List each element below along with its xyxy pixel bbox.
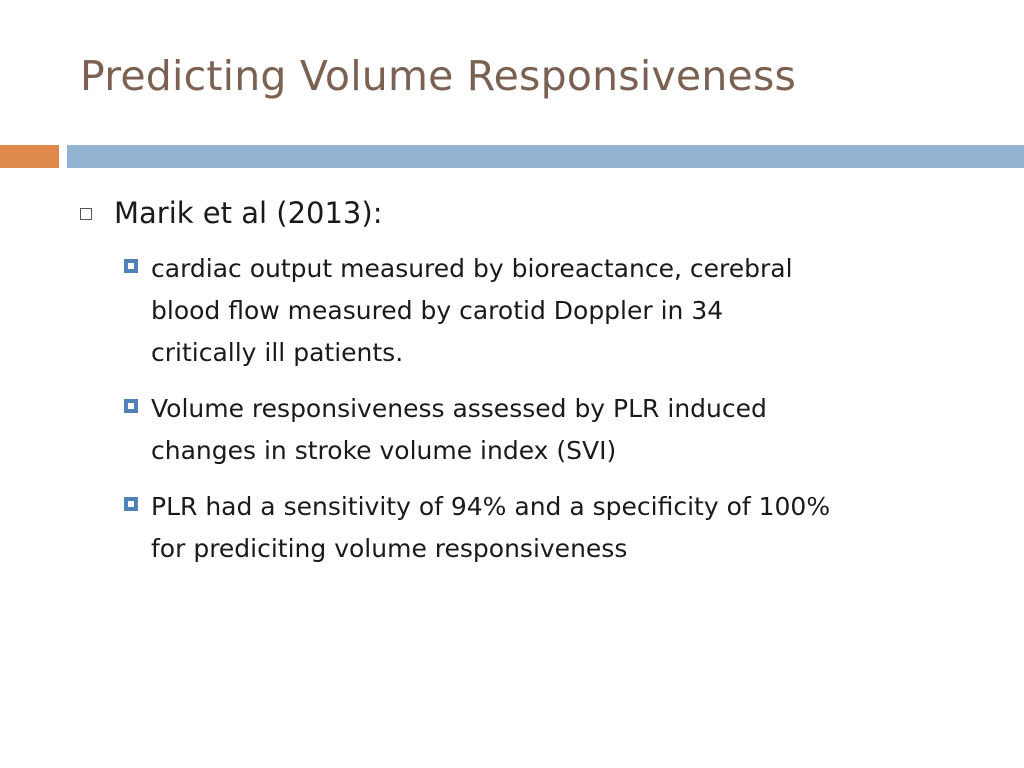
bullet-level-1-text: Marik et al (2013): (114, 196, 383, 230)
filled-square-bullet-icon (124, 259, 138, 273)
sub-bullet-1 (124, 248, 981, 374)
slide-title: Predicting Volume Responsiveness (80, 52, 797, 100)
sub-bullet-3-line-2: for prediciting volume responsiveness (151, 534, 628, 563)
sub-bullet-3-text (151, 486, 981, 570)
sub-bullet-1-line-3: critically ill patients. (151, 338, 404, 367)
sub-bullet-3-line-1: PLR had a sensitivity of 94% and a specificity of 100% (151, 492, 831, 521)
filled-square-bullet-icon (124, 399, 138, 413)
sub-bullet-1-line-2: blood flow measured by carotid Doppler in 34 (151, 296, 724, 325)
hollow-square-bullet-icon (80, 208, 92, 220)
sub-bullet-2 (124, 388, 981, 472)
filled-square-bullet-icon (124, 497, 138, 511)
sub-bullet-3 (124, 486, 981, 570)
accent-bar-orange (0, 145, 59, 168)
sub-bullet-2-line-1: Volume responsiveness assessed by PLR induced (151, 394, 767, 423)
sub-bullet-2-line-2: changes in stroke volume index (SVI) (151, 436, 617, 465)
accent-bar-blue (67, 145, 1024, 168)
bullet-level-1 (80, 193, 382, 233)
sub-bullet-1-line-1: cardiac output measured by bioreactance, cerebral (151, 254, 793, 283)
sub-bullet-2-text (151, 388, 981, 472)
sub-bullet-1-text (151, 248, 981, 374)
